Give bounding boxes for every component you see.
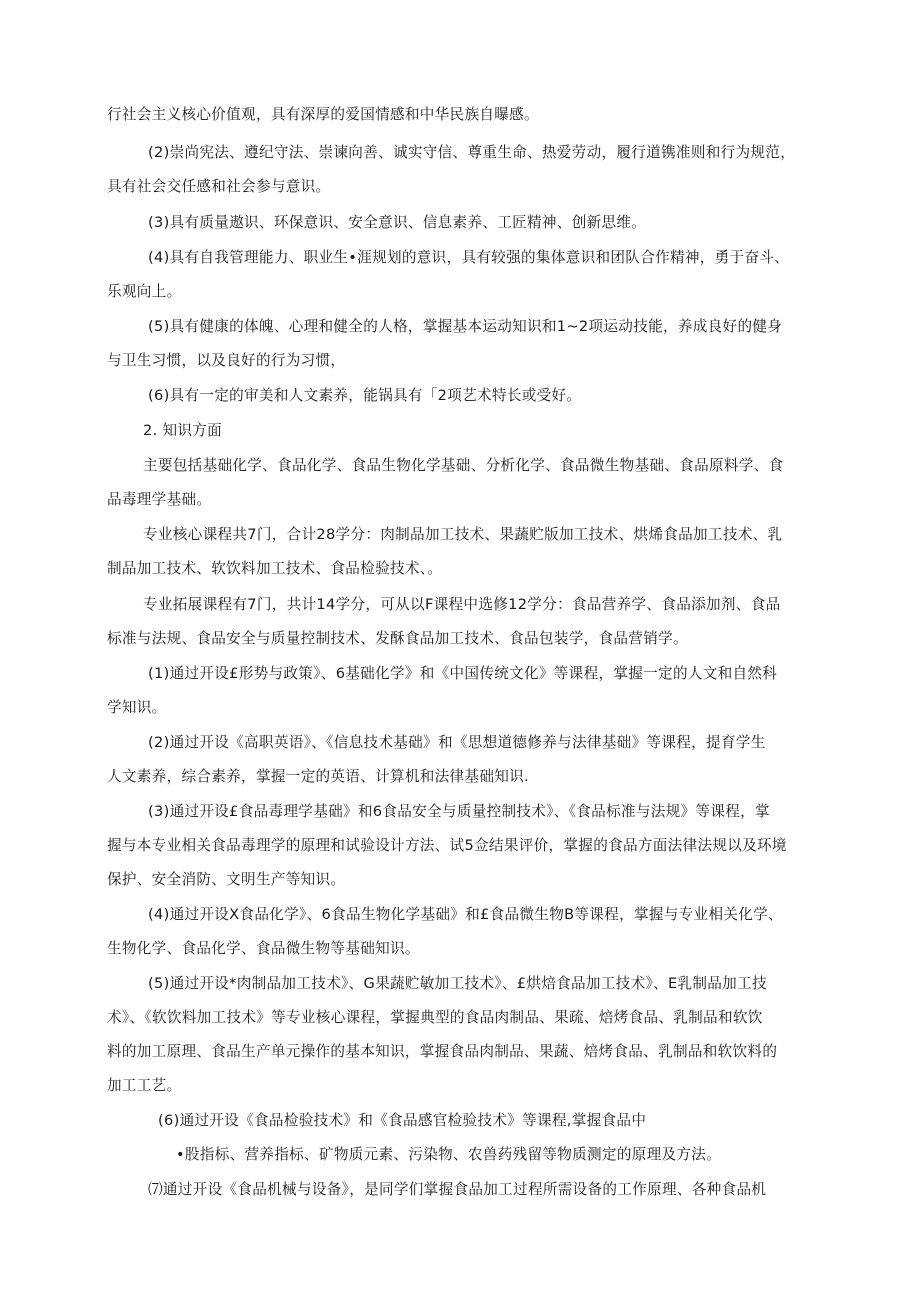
text-line: 人文素养，综合素养，掌握一定的英语、计算机和法律基础知识. [107,768,529,785]
text-line: (3)具有质量遨识、环保意识、安全意识、信息素养、工匠精神、创新思维。 [148,214,647,231]
text-line: 专业核心课程共7门，合计28学分：肉制品加工技术、果蔬贮版加工技术、烘烯食品加工技术、乳 [143,526,783,543]
text-line: 主要包括基础化学、食品化学、食品生物化学基础、分析化学、食品微生物基础、食品原料学、食 [143,457,784,474]
text-line: 学知识。 [107,699,167,716]
text-line: 标准与法规、食品安全与质量控制技术、发酥食品加工技术、食品包装学，食品营销学。 [107,630,688,647]
text-line: 握与本专业相关食品毒理学的原理和试验设计方法、试5佥结果评价，掌握的食品方面法律法规以及环境 [107,837,787,854]
text-line: 制品加工技术、软饮料加工技术、食品检验技术、。 [107,560,443,577]
text-line: 品毒理学基础。 [107,491,212,508]
section-heading: 2. 知识方面 [143,422,223,439]
text-line: (2)崇尚宪法、遵纪守法、崇谏向善、诚实守信、尊重生命、热爱劳动，履行道镌准则和行为规范， [148,144,796,161]
text-line: (3)通过开设£食品毒理学基础》和6食品安全与质量控制技术》、《食品标准与法规》等课程，掌 [148,803,770,820]
text-line: (5)具有健康的体魄、心理和健全的人格，掌握基本运动知识和1~2项运动技能，养成良好的健身 [148,318,783,335]
text-line: (1)通过开设£形势与政策》、6基础化学》和《中国传统文化》等课程，掌握一定的人文和自然科 [148,665,778,682]
text-line: (6)具有一定的审美和人文素养，能锅具有「2项艺术特长或受好。 [148,387,582,404]
text-line: 具有社会交任感和社会参与意识。 [107,178,331,195]
text-line: 行社会主义核心价值观，具有深厚的爱国情感和中华民族自曝感。 [107,106,539,123]
text-line: ⑺通过开设《食品机械与设备》，是同学们掌握食品加工过程所需设备的工作原理、各种食品机 [148,1181,767,1198]
text-line: 与卫生习惯，以及良好的行为习惯， [107,352,346,369]
text-line: 专业拓展课程有7门，共计14学分，可从以F课程中选修12学分：食品营养学、食品添加剂、食品 [143,596,781,613]
text-line: (4)具有自我管理能力、职业生•涯规划的意识，具有较强的集体意识和团队合作精神，勇于奋斗、 [148,249,790,266]
text-line: 保护、安全消防、文明生产等知识。 [107,871,346,888]
text-line: •股指标、营养指标、矿物质元素、污染物、农兽药残留等物质测定的原理及方法。 [176,1146,722,1163]
text-line: 乐观向上。 [107,283,182,300]
text-line: 料的加工原理、食品生产单元操作的基本知识，掌握食品肉制品、果蔬、焙烤食品、乳制品和软饮料的 [107,1043,778,1060]
text-line: (5)通过开设*肉制品加工技术》、G果蔬贮敏加工技术》、£烘焙食品加工技术》、E乳制品加工技 [148,975,767,992]
text-line: 加工工艺。 [107,1077,182,1094]
text-line: (2)通过开设《高职英语》、《信息技术基础》和《思想道德修养与法律基础》等课程，提育学生 [148,734,766,751]
text-line: 术》、《软饮料加工技术》等专业核心课程，掌握典型的食品肉制品、果疏、焙烤食品、乳制品和软饮 [107,1009,763,1026]
text-line: 生物化学、食品化学、食品微生物等基础知识。 [107,940,420,957]
text-line: (4)通过开设X食品化学》、6食品生物化学基础》和£食品微生物B等课程，掌握与专业相关化学、 [148,906,783,923]
text-line: (6)通过开设《食品检验技术》和《食品感官检验技术》等课程,掌握食品中 [158,1112,647,1129]
